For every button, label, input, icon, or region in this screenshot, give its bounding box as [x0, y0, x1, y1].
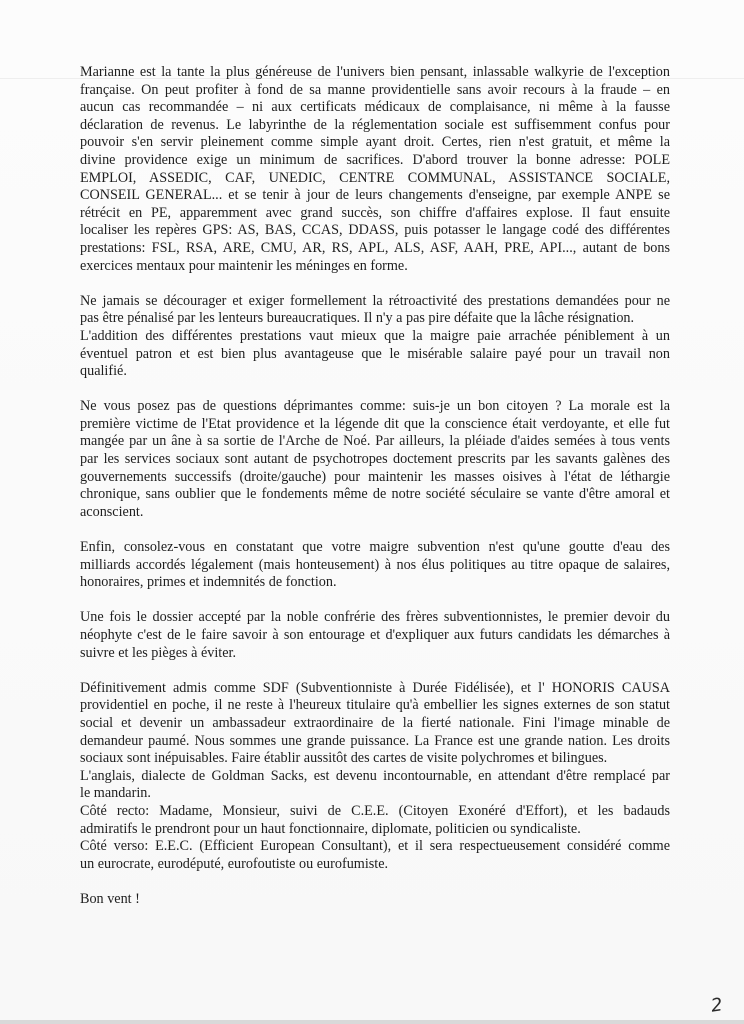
text-line: EMPLOI, ASSEDIC, CAF, UNEDIC, CENTRE COMMUNAL, ASSISTANCE SOCIALE,	[80, 169, 670, 186]
paragraph-2	[80, 293, 670, 381]
paragraph-5	[80, 609, 670, 662]
text-line: Une fois le dossier accepté par la noble confrérie des frères subventionnistes, le premier devoir du	[80, 609, 670, 626]
text-line: rétrécit en PE, apparemment avec grand succès, son chiffre d'affaires explose. Il faut ensuite	[80, 204, 670, 221]
text-line: française. On peut profiter à fond de sa manne providentielle sans avoir recours à la fraude – en	[80, 81, 670, 98]
text-line: mangée par un âne à sa sortie de l'Arche de Noé. Par ailleurs, la pléiade d'aides semées à tous vents	[80, 433, 670, 450]
paragraph-6	[80, 680, 670, 874]
text-line: qualifié.	[80, 363, 127, 380]
text-line: demandeur paumé. Nous sommes une grande puissance. La France est une grande nation. Les droits	[80, 732, 670, 749]
text-line: exercices mentaux pour maintenir les méninges en forme.	[80, 257, 408, 274]
text-line: Marianne est la tante la plus généreuse de l'univers bien pensant, inlassable walkyrie de l'exception	[80, 64, 670, 80]
text-line: gouvernements successifs (droite/gauche) pour maintenir les masses oisives à l'état de léthargie	[80, 468, 670, 485]
text-line: chronique, sans oublier que le fondements même de notre société séculaire se vante d'être amoral et	[80, 486, 670, 503]
text-line: le mandarin.	[80, 785, 151, 802]
text-line: pas être pénalisé par les lenteurs bureaucratiques. Il n'y a pas pire défaite que la lâche résignation.	[80, 310, 635, 327]
text-line: un eurocrate, eurodéputé, eurofoutiste ou eurofumiste.	[80, 855, 389, 872]
text-line: néophyte c'est de le faire savoir à son entourage et d'expliquer aux futurs candidats les démarches à	[80, 627, 670, 643]
text-line: localiser les repères GPS: AS, BAS, CCAS, DDASS, puis potasser le langage codé des différentes	[80, 222, 670, 239]
text-line: première victime de l'Etat providence et la légende dit que la conscience était verdoyante, et elle fut	[80, 415, 670, 432]
letter-body	[80, 64, 670, 926]
text-line: Enfin, consolez-vous en constatant que votre maigre subvention n'est qu'une goutte d'eau des	[80, 539, 670, 556]
text-line: Ne vous posez pas de questions déprimantes comme: suis-je un bon citoyen ? La morale est la	[80, 398, 670, 415]
paragraph-4	[80, 539, 670, 592]
text-line: milliards accordés légalement (mais honteusement) à nos élus politiques au titre opaque de salaires,	[80, 556, 670, 573]
text-line: CONSEIL GENERAL... et se tenir à jour de leurs changements d'enseigne, par exemple ANPE se	[80, 187, 670, 204]
text-line: aconscient.	[80, 503, 144, 520]
paragraph-3	[80, 398, 670, 521]
text-line: Côté verso: E.E.C. (Efficient European Consultant), et il sera respectueusement considéré comme	[80, 838, 670, 855]
text-line: éventuel patron et est bien plus avantageuse que le misérable salaire payé pour un travail non	[80, 345, 670, 362]
text-line: Bon vent !	[80, 890, 140, 907]
text-line: L'anglais, dialecte de Goldman Sacks, est devenu incontournable, en attendant d'être remplacé par	[80, 767, 670, 784]
text-line: Côté recto: Madame, Monsieur, suivi de C.E.E. (Citoyen Exonéré d'Effort), et les badauds	[80, 802, 670, 819]
text-line: Définitivement admis comme SDF (Subventionniste à Durée Fidélisée), et l' HONORIS CAUSA	[80, 679, 670, 696]
text-line: providentiel en poche, il ne reste à l'heureux titulaire qu'à embellier les signes externes de son statut	[80, 697, 670, 714]
scan-bottom-edge	[0, 1020, 744, 1024]
text-line: social et devenir un ambassadeur extraordinaire de la fierté nationale. Fini l'image minable de	[80, 714, 670, 731]
text-line: Ne jamais se décourager et exiger formellement la rétroactivité des prestations demandées pour ne	[80, 292, 670, 309]
text-line: aucun cas recommandée – ni aux certificats médicaux de complaisance, ni même à la fausse	[80, 99, 670, 116]
text-line: suivre et les pièges à éviter.	[80, 644, 237, 661]
paragraph-1	[80, 64, 670, 275]
handwritten-page-number: 2	[709, 994, 724, 1017]
text-line: admiratifs le prendront pour un haut fonctionnaire, diplomate, politicien ou syndicaliste.	[80, 820, 581, 837]
closing-line	[80, 891, 670, 909]
text-line: déclaration de revenus. Le labyrinthe de la réglementation sociale est suffisemment confus pour	[80, 116, 670, 133]
text-line: prestations: FSL, RSA, ARE, CMU, AR, RS, APL, ALS, ASF, AAH, PRE, API..., autant de bons	[80, 239, 670, 256]
text-line: sociaux sont inépuisables. Faire établir aussitôt des cartes de visite polychromes et bilingues.	[80, 750, 608, 767]
text-line: L'addition des différentes prestations vaut mieux que la maigre paie arrachée péniblement à un	[80, 327, 670, 344]
text-line: pouvoir s'en servir pleinement comme simple ayant droit. Certes, rien n'est gratuit, et même la	[80, 134, 670, 151]
text-line: divine providence exige un minimum de sacrifices. D'abord trouver la bonne adresse: POLE	[80, 151, 670, 168]
text-line: honoraires, primes et indemnités de fonction.	[80, 574, 337, 591]
text-line: par les services sociaux sont autant de psychotropes doctement prescrits par les savants galènes des	[80, 451, 670, 468]
